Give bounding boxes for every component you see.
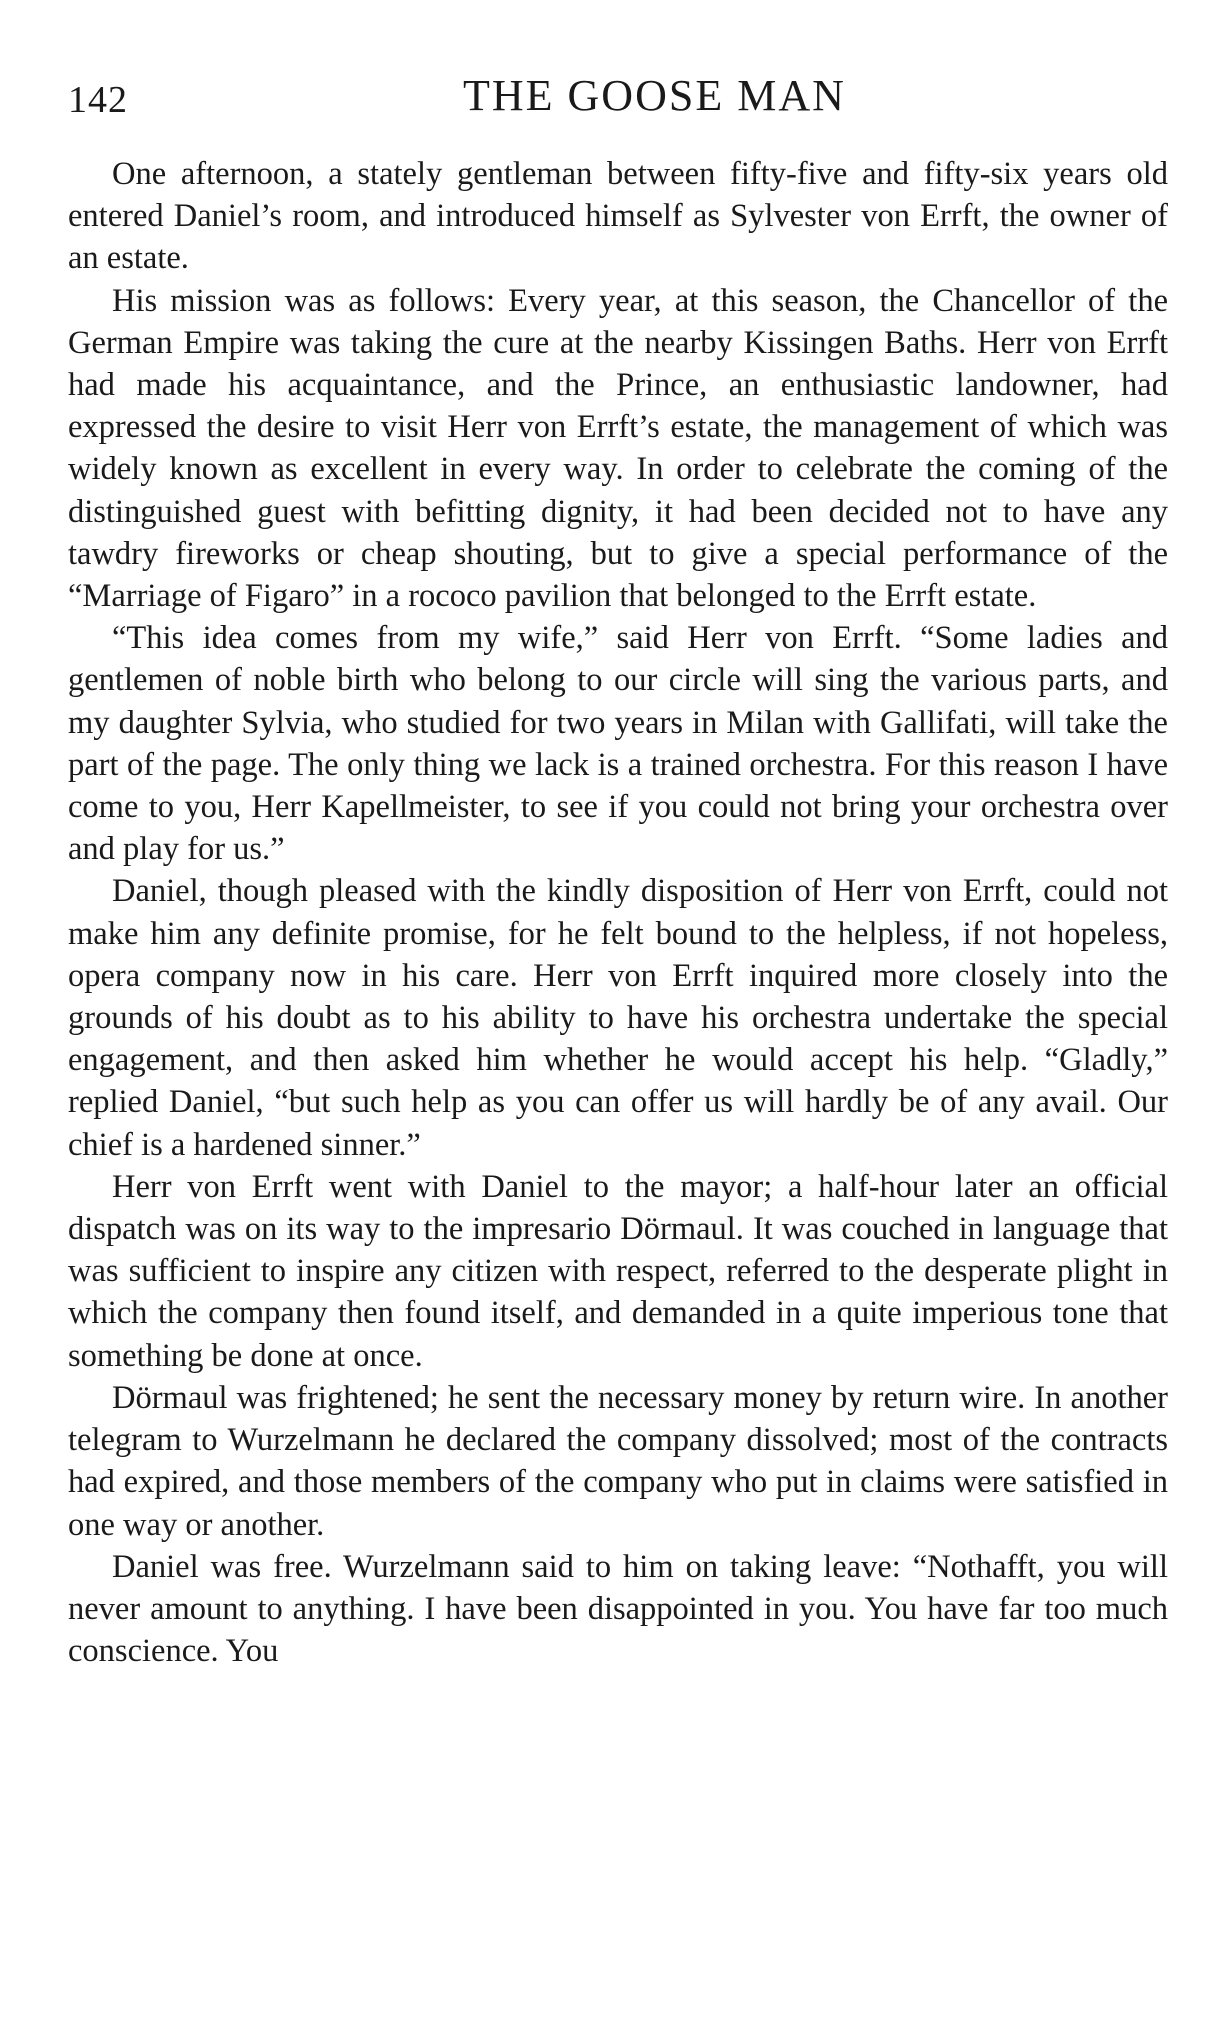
running-head: THE GOOSE MAN xyxy=(463,71,846,120)
paragraph: Dörmaul was frightened; he sent the necessary money by return wire. In another telegram to Wurzelmann he declared the company dissolved; most of the contracts had expired, and those members of the company who put in claims were satisfied in one way or another. xyxy=(68,1379,1168,1543)
page-number: 142 xyxy=(68,79,128,121)
paragraph: One afternoon, a stately gentleman between fifty-five and fifty-six years old entered Daniel’s room, and introduced himself as Sylvester von Errft, the owner of an estate. xyxy=(68,156,1168,277)
paragraph: Herr von Errft went with Daniel to the mayor; a half-hour later an official dispatch was on its way to the impresario Dörmaul. It was couched in language that was sufficient to inspire any citizen with respect, referred to the desperate plight in which the company then found itself, and demanded in a quite imperious tone that something be done at once. xyxy=(68,1168,1168,1374)
paragraph: His mission was as follows: Every year, at this season, the Chancellor of the German Empire was taking the cure at the nearby Kissingen Baths. Herr von Errft had made his acquaintance, and the Prince, an enthusiastic landowner, had expressed the desire to visit Herr von Errft’s estate, the management of which was widely known as excellent in every way. In order to celebrate the coming of the distinguished guest with befitting dignity, it had been decided not to have any tawdry fireworks or cheap shouting, but to give a special performance of the “Marriage of Figaro” in a rococo pavilion that belonged to the Errft estate. xyxy=(68,282,1168,615)
paragraph: Daniel, though pleased with the kindly disposition of Herr von Errft, could not make him any definite promise, for he felt bound to the helpless, if not hopeless, opera company now in his care. Herr von Errft inquired more closely into the grounds of his doubt as to his ability to have his orchestra undertake the special engagement, and then asked him whether he would accept his help. “Gladly,” replied Daniel, “but such help as you can offer us will hardly be of any avail. Our chief is a hardened sinner.” xyxy=(68,873,1168,1163)
paragraph: “This idea comes from my wife,” said Herr von Errft. “Some ladies and gentlemen of noble birth who belong to our circle will sing the various parts, and my daughter Sylvia, who studied for two years in Milan with Gallifati, will take the part of the page. The only thing we lack is a trained orchestra. For this reason I have come to you, Herr Kapellmeister, to see if you could not bring your orchestra over and play for us.” xyxy=(68,620,1168,868)
paragraph: Daniel was free. Wurzelmann said to him on taking leave: “Nothafft, you will never amount to anything. I have been disappointed in you. You have far too much conscience. You xyxy=(68,1548,1168,1670)
body-text xyxy=(68,153,1168,1672)
page-header xyxy=(68,70,1168,130)
